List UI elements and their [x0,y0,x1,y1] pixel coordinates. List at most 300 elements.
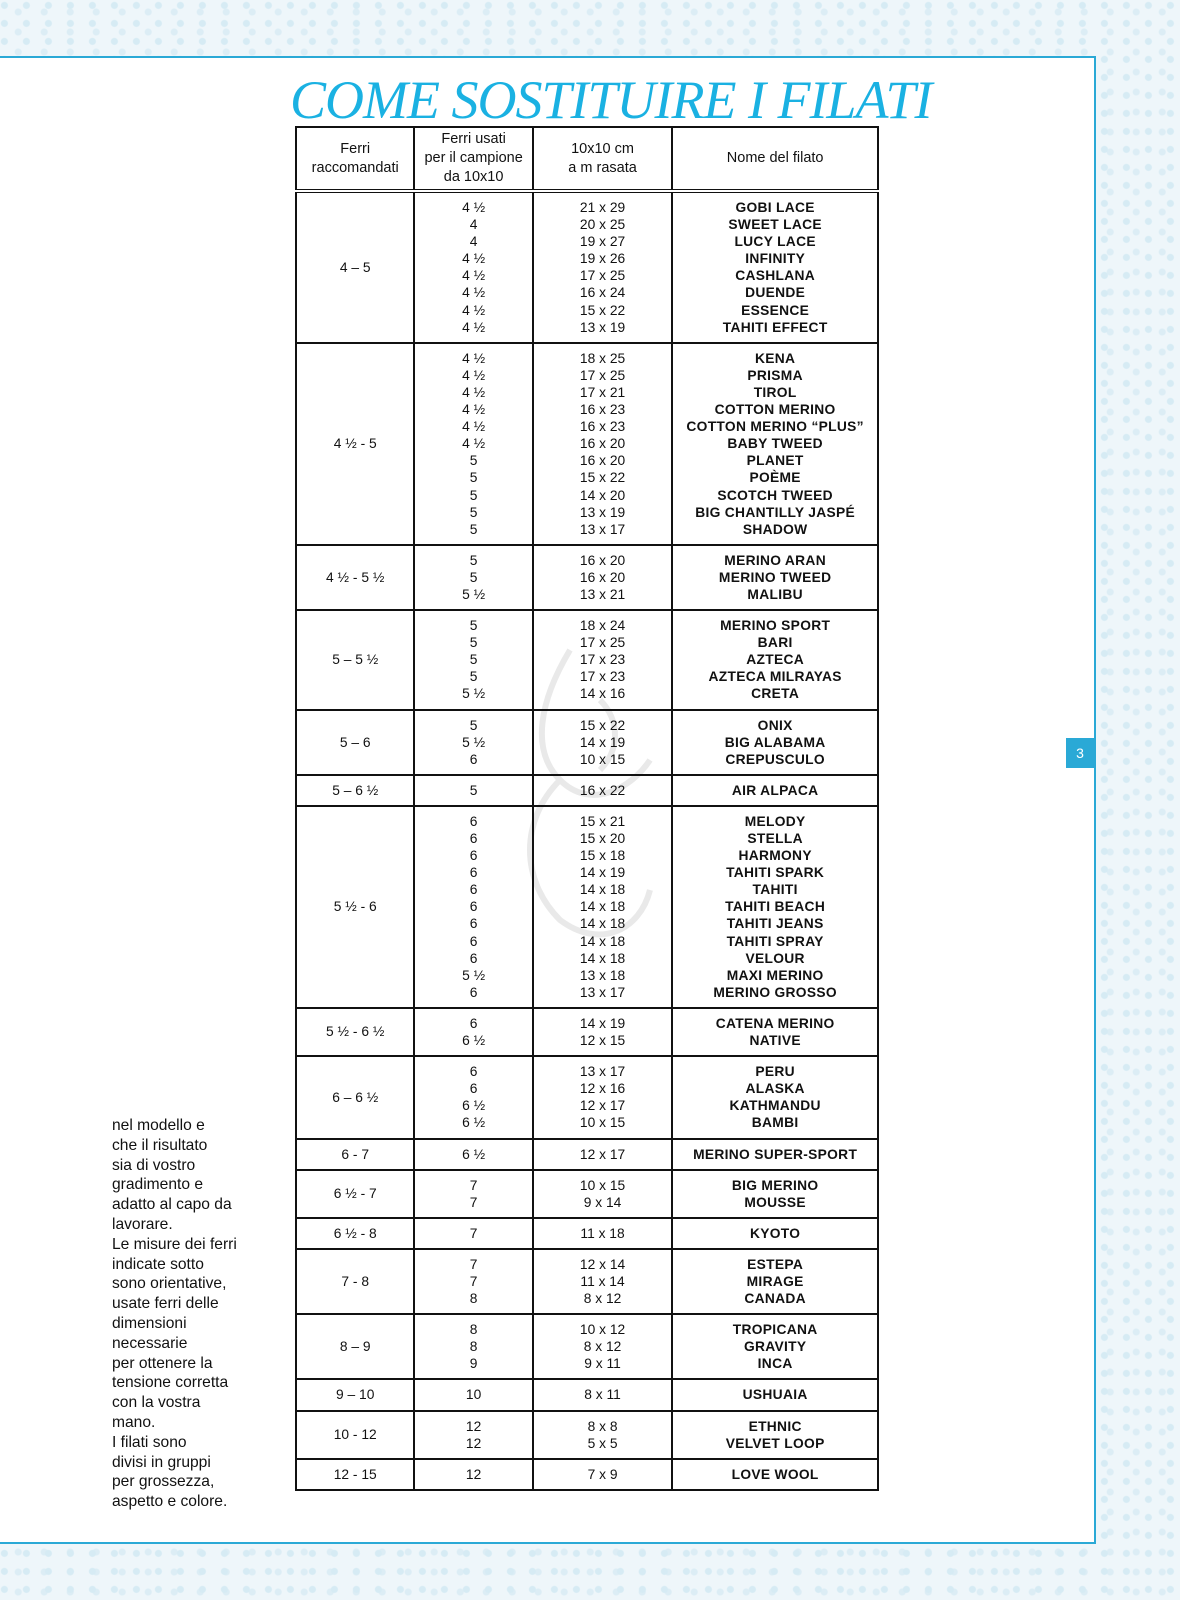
sample-needle: 6 [469,1064,478,1080]
gauge-value-cell [533,775,672,806]
gauge-value: 14 x 19 [579,734,626,750]
gauge-value: 18 x 24 [579,618,626,634]
gauge-value: 15 x 21 [579,813,626,829]
gauge-value: 13 x 17 [579,1064,626,1080]
yarn-name: GRAVITY [743,1339,807,1355]
yarn-name: MERINO SPORT [720,618,831,634]
gauge-value: 8 x 12 [583,1339,622,1355]
sample-needle: 4 ½ [462,200,486,215]
yarn-substitution-table [295,126,879,1491]
sample-needle: 6 [469,899,478,915]
sample-needle-cell [414,191,532,343]
sample-needle: 4 ½ [462,285,486,301]
gauge-value-cell [533,1170,672,1218]
header-line: Ferri [340,140,371,157]
sample-needle: 4 [469,217,478,233]
gauge-value: 20 x 25 [579,217,626,233]
yarn-name: BAMBI [751,1115,799,1131]
header-line: 10x10 cm [571,140,634,157]
sample-needle-cell [414,1249,532,1314]
yarn-name-cell [672,1249,878,1314]
gauge-value: 12 x 17 [579,1146,626,1162]
table-row [296,775,878,806]
yarn-name: AIR ALPACA [731,782,819,798]
header-yarn-name [672,127,878,191]
gauge-value: 15 x 22 [579,717,626,733]
sample-needle: 6 [469,848,478,864]
gauge-value-cell [533,1218,672,1249]
yarn-name: KYOTO [749,1225,801,1241]
yarn-name: CATENA MERINO [715,1015,835,1031]
gauge-value: 12 x 16 [579,1081,626,1097]
yarn-name: LUCY LACE [734,234,816,250]
sample-needle: 10 [465,1387,482,1403]
sample-needle: 5 [469,652,478,668]
yarn-name: NATIVE [749,1033,801,1049]
gauge-value: 15 x 20 [579,831,626,846]
yarn-name: MELODY [744,813,806,829]
sample-needle: 6 ½ [462,1115,486,1131]
table-row [296,191,878,343]
recommended-needles-cell: 5 – 6 [296,710,414,775]
gauge-value: 16 x 23 [579,419,626,435]
sample-needle: 6 [469,916,478,932]
table-row [296,1459,878,1490]
table-row [296,1379,878,1410]
sample-needle: 5 [469,504,478,520]
sample-needle-cell [414,343,532,545]
recommended-needles-cell: 5 – 5 ½ [296,610,414,709]
yarn-name: MALIBU [747,586,803,602]
sample-needle: 4 ½ [462,302,486,318]
header-line: Ferri usati [441,131,506,147]
gauge-value: 15 x 22 [579,302,626,318]
yarn-name: TAHITI SPRAY [726,933,824,949]
gauge-value: 19 x 27 [579,234,626,250]
recommended-needles-cell: 6 ½ - 7 [296,1170,414,1218]
table-row [296,1170,878,1218]
yarn-name: STELLA [747,831,803,846]
yarn-name: CRETA [751,686,800,702]
gauge-value: 16 x 24 [579,285,626,301]
header-line: raccomandati [311,159,399,176]
yarn-name: PLANET [746,453,804,469]
yarn-name: CASHLANA [735,268,816,284]
gauge-value: 13 x 17 [579,521,626,537]
yarn-name: ONIX [757,717,793,733]
table-row [296,1314,878,1379]
sample-needle: 6 [469,813,478,829]
table-row [296,1411,878,1459]
recommended-needles-cell: 9 – 10 [296,1379,414,1410]
sample-needle: 5 [469,521,478,537]
table-row [296,806,878,1008]
gauge-value: 16 x 20 [579,453,626,469]
yarn-name: SCOTCH TWEED [717,487,833,503]
side-note-line: gradimento e [112,1176,204,1194]
gauge-value-cell [533,1314,672,1379]
table-row [296,610,878,709]
sample-needle: 6 [469,950,478,966]
table-header-row [296,127,878,191]
yarn-name-cell [672,343,878,545]
yarn-name: MOUSSE [744,1194,806,1210]
gauge-value: 10 x 15 [579,751,626,767]
yarn-name-cell [672,1459,878,1490]
sample-needle: 5 [469,669,478,685]
yarn-name: INCA [757,1356,793,1372]
sample-needle: 4 ½ [462,350,486,366]
gauge-value-cell [533,1411,672,1459]
yarn-name-cell [672,1411,878,1459]
sample-needle: 5 [469,487,478,503]
gauge-value: 16 x 20 [579,436,626,452]
gauge-value: 9 x 11 [584,1356,621,1372]
sample-needle: 6 [469,933,478,949]
sample-needle: 5 ½ [462,686,486,702]
gauge-value: 17 x 25 [579,367,626,383]
recommended-needles-cell: 5 – 6 ½ [296,775,414,806]
gauge-value: 13 x 21 [579,586,626,602]
gauge-value-cell [533,1379,672,1410]
table-row [296,1056,878,1138]
recommended-needles-cell: 5 ½ - 6 ½ [296,1008,414,1056]
yarn-name: ETHNIC [748,1418,802,1434]
yarn-name: AZTECA MILRAYAS [708,669,842,685]
gauge-value: 13 x 17 [579,984,626,1000]
gauge-value: 10 x 12 [579,1322,626,1338]
sample-needle: 6 ½ [462,1098,486,1114]
yarn-name: GOBI LACE [735,200,815,215]
gauge-value: 17 x 23 [579,652,626,668]
sample-needle: 4 ½ [462,436,486,452]
yarn-name: MIRAGE [746,1273,804,1289]
header-gauge [533,127,672,191]
sample-needle: 4 ½ [462,319,486,335]
yarn-name-cell [672,1314,878,1379]
recommended-needles-cell: 4 ½ - 5 ½ [296,545,414,610]
gauge-value: 13 x 19 [579,319,626,335]
yarn-name-cell [672,1139,878,1170]
yarn-name-cell [672,1170,878,1218]
table-row [296,1249,878,1314]
yarn-name: TAHITI EFFECT [722,319,828,335]
yarn-name-cell [672,1056,878,1138]
sample-needle: 12 [465,1435,482,1451]
sample-needle: 5 [469,635,478,651]
side-note-line: necessarie [112,1334,188,1352]
sample-needle: 5 [469,717,478,733]
gauge-value: 16 x 20 [579,552,626,568]
sample-needle: 6 [469,984,478,1000]
sample-needle: 6 ½ [462,1033,486,1049]
gauge-value: 18 x 25 [579,350,626,366]
gauge-value: 14 x 18 [579,899,626,915]
gauge-value-cell [533,343,672,545]
side-note-line: tensione corretta [112,1374,229,1392]
yarn-name: SHADOW [742,521,808,537]
yarn-name: MERINO ARAN [724,552,826,568]
table-row [296,343,878,545]
sample-needle: 5 [469,782,478,798]
yarn-name: BIG CHANTILLY JASPÉ [695,504,856,520]
gauge-value: 16 x 20 [579,569,626,585]
table-row [296,545,878,610]
sample-needle: 5 ½ [462,734,486,750]
gauge-value-cell [533,191,672,343]
page-title: COME SOSTITUIRE I FILATI [290,70,932,130]
yarn-name: MERINO GROSSO [713,984,837,1000]
table-row [296,710,878,775]
yarn-name: KATHMANDU [729,1098,821,1114]
yarn-name: BIG ALABAMA [724,734,826,750]
yarn-name-cell [672,806,878,1008]
yarn-name: PERU [755,1064,795,1080]
sample-needle: 7 [469,1194,478,1210]
gauge-value: 14 x 16 [579,686,626,702]
gauge-value: 12 x 15 [579,1033,626,1049]
sample-needle: 12 [465,1466,482,1482]
yarn-name: COTTON MERINO “PLUS” [686,419,864,435]
side-note-line: divisi in gruppi [112,1453,211,1471]
side-note-line: che il risultato [112,1136,208,1154]
sample-needle: 4 ½ [462,419,486,435]
side-note-line: lavorare. [112,1215,173,1233]
yarn-name: TAHITI SPARK [726,865,825,881]
gauge-value: 11 x 14 [580,1273,625,1289]
gauge-value: 15 x 22 [579,470,626,486]
sample-needle-cell [414,1379,532,1410]
gauge-value-cell [533,545,672,610]
gauge-value: 11 x 18 [580,1225,625,1241]
sample-needle: 7 [469,1177,478,1193]
yarn-name: ESSENCE [741,302,810,318]
yarn-name: DUENDE [745,285,806,301]
recommended-needles-cell: 8 – 9 [296,1314,414,1379]
yarn-name-cell [672,775,878,806]
sample-needle: 6 [469,882,478,898]
gauge-value-cell [533,610,672,709]
gauge-value: 16 x 23 [579,402,626,418]
sample-needle: 12 [465,1418,482,1434]
gauge-value-cell [533,1139,672,1170]
side-note-line: mano. [112,1413,156,1431]
sample-needle-cell [414,1314,532,1379]
yarn-name: INFINITY [745,251,806,267]
sample-needle-cell [414,610,532,709]
sample-needle: 9 [469,1356,478,1372]
yarn-name-cell [672,191,878,343]
side-note-line: dimensioni [112,1314,187,1332]
sample-needle-cell [414,1459,532,1490]
yarn-name: BIG MERINO [731,1177,819,1193]
gauge-value: 17 x 21 [579,384,626,400]
recommended-needles-cell: 4 – 5 [296,191,414,343]
sample-needle: 4 ½ [462,367,486,383]
side-note-line: con la vostra [112,1394,201,1412]
side-note-line: usate ferri delle [112,1295,219,1313]
yarn-name: ESTEPA [747,1256,804,1272]
gauge-value: 14 x 20 [579,487,626,503]
side-note [112,1116,252,1512]
yarn-name-cell [672,710,878,775]
yarn-name: TROPICANA [732,1322,818,1338]
side-note-line: aspetto e colore. [112,1493,228,1511]
side-note-line: adatto al capo da [112,1196,232,1214]
gauge-value: 14 x 19 [579,865,626,881]
sample-needle: 7 [469,1256,478,1272]
gauge-value-cell [533,806,672,1008]
recommended-needles-cell: 12 - 15 [296,1459,414,1490]
yarn-name: SWEET LACE [728,217,822,233]
yarn-name: LOVE WOOL [731,1466,819,1482]
recommended-needles-cell: 4 ½ - 5 [296,343,414,545]
sample-needle: 4 ½ [462,268,486,284]
gauge-value: 7 x 9 [587,1466,618,1482]
sample-needle: 6 [469,831,478,846]
gauge-value: 21 x 29 [579,200,626,215]
yarn-name: VELVET LOOP [725,1435,825,1451]
sample-needle: 7 [469,1273,478,1289]
header-recommended-needles [296,127,414,191]
gauge-value-cell [533,1249,672,1314]
yarn-name: KENA [754,350,796,366]
yarn-name-cell [672,1379,878,1410]
side-note-line: I filati sono [112,1433,187,1451]
sample-needle-cell [414,710,532,775]
gauge-value-cell [533,710,672,775]
sample-needle-cell [414,775,532,806]
sample-needle: 6 [469,865,478,881]
sample-needle: 5 [469,552,478,568]
yarn-name: MERINO TWEED [718,569,832,585]
yarn-name-cell [672,1218,878,1249]
gauge-value: 13 x 18 [579,967,626,983]
side-note-line: sia di vostro [112,1156,196,1174]
gauge-value: 10 x 15 [579,1115,626,1131]
sample-needle: 5 ½ [462,967,486,983]
gauge-value: 8 x 11 [584,1387,621,1403]
sample-needle-cell [414,1056,532,1138]
gauge-value: 17 x 23 [579,669,626,685]
gauge-value: 16 x 22 [579,782,626,798]
yarn-name: COTTON MERINO [714,402,836,418]
sample-needle: 4 ½ [462,251,486,267]
yarn-name: BARI [757,635,793,651]
yarn-name: CREPUSCULO [725,751,825,767]
header-line: Nome del filato [726,150,824,166]
table-row [296,1008,878,1056]
side-note-line: indicate sotto [112,1255,204,1273]
sample-needle: 5 ½ [462,586,486,602]
sample-needle: 5 [469,453,478,469]
gauge-value: 13 x 19 [579,504,626,520]
sample-needle-cell [414,1170,532,1218]
yarn-name-cell [672,610,878,709]
gauge-value: 8 x 8 [587,1418,618,1434]
yarn-name: MAXI MERINO [726,967,824,983]
yarn-name: HARMONY [738,848,812,864]
gauge-value: 5 x 5 [587,1435,618,1451]
yarn-name: VELOUR [745,950,805,966]
gauge-value-cell [533,1056,672,1138]
sample-needle: 8 [469,1339,478,1355]
sample-needle: 6 [469,751,478,767]
header-line: a m rasata [568,159,637,176]
yarn-name: AZTECA [746,652,805,668]
sample-needle: 4 ½ [462,384,486,400]
yarn-name: ALASKA [745,1081,805,1097]
table-row [296,1218,878,1249]
sample-needle: 6 ½ [462,1146,486,1162]
yarn-name: CANADA [744,1291,806,1307]
yarn-name: TIROL [753,384,797,400]
sample-needle-cell [414,1218,532,1249]
recommended-needles-cell: 6 - 7 [296,1139,414,1170]
gauge-value: 9 x 14 [583,1194,622,1210]
recommended-needles-cell: 10 - 12 [296,1411,414,1459]
recommended-needles-cell: 5 ½ - 6 [296,806,414,1008]
gauge-value: 17 x 25 [579,635,626,651]
header-line: da 10x10 [443,169,504,185]
sample-needle-cell [414,1139,532,1170]
gauge-value: 14 x 18 [579,882,626,898]
page-number-tab: 3 [1066,738,1094,768]
gauge-value-cell [533,1459,672,1490]
gauge-value: 12 x 14 [579,1256,626,1272]
side-note-line: sono orientative, [112,1275,227,1293]
yarn-name-cell [672,545,878,610]
yarn-name: TAHITI [752,882,798,898]
gauge-value: 8 x 12 [583,1291,622,1307]
side-note-line: nel modello e [112,1117,205,1134]
recommended-needles-cell: 6 – 6 ½ [296,1056,414,1138]
sample-needle: 8 [469,1291,478,1307]
gauge-value: 14 x 19 [579,1015,626,1031]
sample-needle-cell [414,1411,532,1459]
gauge-value: 19 x 26 [579,251,626,267]
header-line: per il campione [424,150,523,166]
yarn-name: USHUAIA [742,1387,808,1403]
recommended-needles-cell: 6 ½ - 8 [296,1218,414,1249]
sample-needle: 4 ½ [462,402,486,418]
yarn-name: PRISMA [747,367,803,383]
gauge-value-cell [533,1008,672,1056]
sample-needle: 5 [469,569,478,585]
gauge-value: 14 x 18 [579,916,626,932]
yarn-name: TAHITI BEACH [725,899,826,915]
sample-needle-cell [414,545,532,610]
sample-needle-cell [414,806,532,1008]
yarn-name: MERINO SUPER-SPORT [693,1146,858,1162]
yarn-name: TAHITI JEANS [726,916,824,932]
gauge-value: 12 x 17 [579,1098,626,1114]
side-note-line: per ottenere la [112,1354,213,1372]
gauge-value: 17 x 25 [579,268,626,284]
yarn-name: POÈME [749,470,801,486]
sample-needle: 4 [469,234,478,250]
sample-needle: 5 [469,618,478,634]
side-note-line: Le misure dei ferri [112,1235,237,1253]
sample-needle: 5 [469,470,478,486]
recommended-needles-cell: 7 - 8 [296,1249,414,1314]
sample-needle: 7 [469,1225,478,1241]
sample-needle: 6 [469,1015,478,1031]
sample-needle: 8 [469,1322,478,1338]
yarn-name-cell [672,1008,878,1056]
gauge-value: 15 x 18 [579,848,626,864]
gauge-value: 14 x 18 [579,950,626,966]
